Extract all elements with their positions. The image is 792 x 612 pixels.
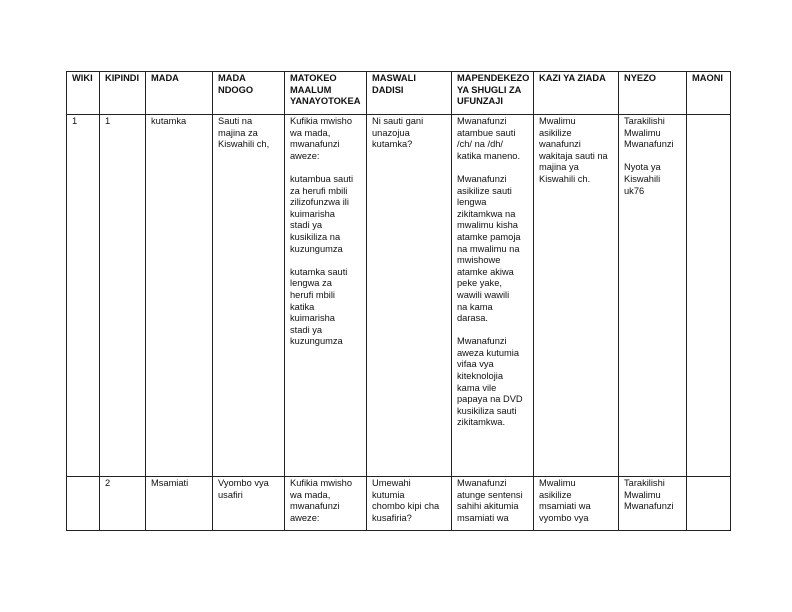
cell-kazi: Mwalimu asikilize wanafunzi wakitaja sauti na majina ya Kiswahili ch. — [534, 115, 619, 477]
cell-maswali: Umewahi kutumia chombo kipi cha kusafiria? — [367, 477, 452, 531]
cell-mada: kutamka — [146, 115, 213, 477]
scheme-of-work-table — [66, 71, 731, 531]
header-kazi: KAZI YA ZIADA — [534, 72, 619, 115]
cell-maoni — [687, 477, 731, 531]
header-wiki: WIKI — [67, 72, 100, 115]
header-row — [67, 72, 731, 115]
cell-mada-ndogo: Vyombo vya usafiri — [213, 477, 285, 531]
header-mada-ndogo: MADA NDOGO — [213, 72, 285, 115]
cell-nyezo: Tarakilishi Mwalimu Mwanafunzi — [619, 477, 687, 531]
cell-mapendekezo: Mwanafunzi atunge sentensi sahihi akitumia msamiati wa — [452, 477, 534, 531]
cell-mada: Msamiati — [146, 477, 213, 531]
header-nyezo: NYEZO — [619, 72, 687, 115]
cell-matokeo: Kufikia mwisho wa mada, mwanafunzi aweze: — [285, 477, 367, 531]
cell-kipindi: 2 — [100, 477, 146, 531]
header-mada: MADA — [146, 72, 213, 115]
cell-matokeo: Kufikia mwisho wa mada, mwanafunzi aweze: kutambua sauti za herufi mbili zilizofunzwa ili kuimarisha stadi ya kusikiliza na kuzungumza kutamka sauti lengwa za herufi mbili katika kuimarisha stadi ya kuzungumza — [285, 115, 367, 477]
cell-kipindi: 1 — [100, 115, 146, 477]
table-row — [67, 115, 731, 477]
cell-kazi: Mwalimu asikilize msamiati wa vyombo vya — [534, 477, 619, 531]
header-kipindi: KIPINDI — [100, 72, 146, 115]
cell-mada-ndogo: Sauti na majina za Kiswahili ch, — [213, 115, 285, 477]
header-mapendekezo: MAPENDEKEZO YA SHUGLI ZA UFUNZAJI — [452, 72, 534, 115]
table-row — [67, 477, 731, 531]
cell-mapendekezo: Mwanafunzi atambue sauti /ch/ na /dh/ katika maneno. Mwanafunzi asikilize sauti lengwa zikitamkwa na mwalimu kisha atamke pamoja na mwalimu na mwishowe atamke akiwa peke yake, wawili wawili na kama darasa. Mwanafunzi aweza kutumia vifaa vya kiteknolojia kama vile papaya na DVD kusikiliza sauti zikitamkwa. — [452, 115, 534, 477]
cell-nyezo: Tarakilishi Mwalimu Mwanafunzi Nyota ya Kiswahili uk76 — [619, 115, 687, 477]
header-matokeo: MATOKEO MAALUM YANAYOTOKEA — [285, 72, 367, 115]
header-maswali: MASWALI DADISI — [367, 72, 452, 115]
cell-wiki: 1 — [67, 115, 100, 477]
cell-maoni — [687, 115, 731, 477]
header-maoni: MAONI — [687, 72, 731, 115]
cell-maswali: Ni sauti gani unazojua kutamka? — [367, 115, 452, 477]
cell-wiki — [67, 477, 100, 531]
